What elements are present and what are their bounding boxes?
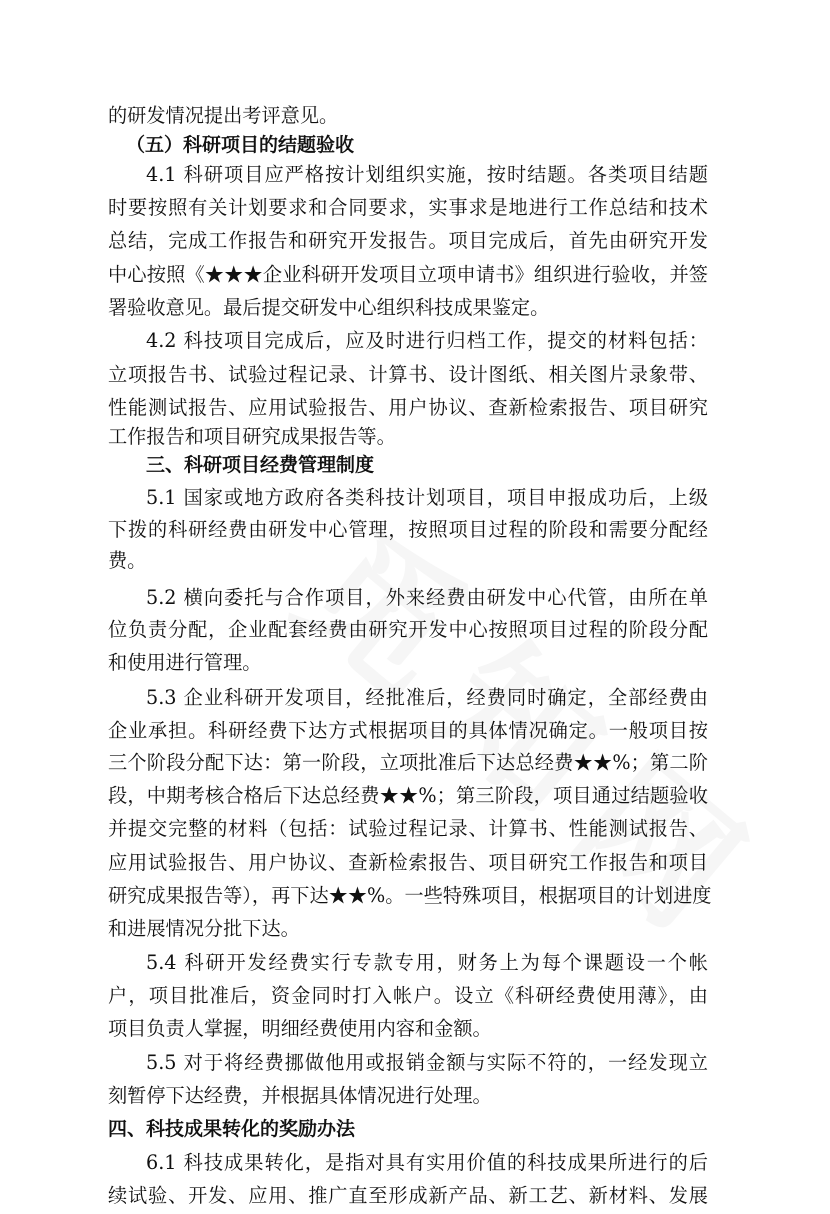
text-line: 续试验、开发、应用、推广直至形成新产品、新工艺、新材料、发展 — [108, 1184, 708, 1207]
text-line: 和进展情况分批下达。 — [108, 917, 300, 940]
text-line: 5.2 横向委托与合作项目，外来经费由研发中心代管，由所在单 — [146, 586, 708, 609]
text-line: 5.1 国家或地方政府各类科技计划项目，项目申报成功后，上级 — [146, 486, 708, 509]
text-line: 性能测试报告、应用试验报告、用户协议、查新检索报告、项目研究 — [108, 396, 708, 419]
text-line: 5.5 对于将经费挪做他用或报销金额与实际不符的，一经发现立 — [146, 1051, 708, 1074]
text-line: 署验收意见。最后提交研发中心组织科技成果鉴定。 — [108, 296, 550, 319]
text-line: 并提交完整的材料（包括：试验过程记录、计算书、性能测试报告、 — [108, 817, 708, 840]
text-line: 费。 — [108, 549, 147, 572]
text-line: 户，项目批准后，资金同时打入帐户。设立《科研经费使用薄》，由 — [108, 984, 708, 1007]
text-line: 4.1 科研项目应严格按计划组织实施，按时结题。各类项目结题 — [146, 163, 708, 186]
text-line: 5.3 企业科研开发项目，经批准后，经费同时确定，全部经费由 — [146, 686, 708, 709]
text-line: 工作报告和项目研究成果报告等。 — [108, 425, 396, 448]
text-line: 立项报告书、试验过程记录、计算书、设计图纸、相关图片录象带、 — [108, 363, 708, 386]
section-heading-3: 三、科研项目经费管理制度 — [146, 454, 375, 476]
text-line: 刻暂停下达经费，并根据具体情况进行处理。 — [108, 1084, 492, 1107]
text-line: 总结，完成工作报告和研究开发报告。项目完成后，首先由研究开发 — [108, 229, 708, 252]
section-heading-5: （五）科研项目的结题验收 — [126, 134, 355, 156]
text-line: 6.1 科技成果转化，是指对具有实用价值的科技成果所进行的后 — [146, 1151, 708, 1174]
text-line: 三个阶段分配下达：第一阶段，立项批准后下达总经费★★%；第二阶 — [108, 751, 708, 774]
text-line: 中心按照《★★★企业科研开发项目立项申请书》组织进行验收，并签 — [108, 263, 708, 286]
text-line: 位负责分配，企业配套经费由研究开发中心按照项目过程的阶段分配 — [108, 618, 708, 641]
text-line: 项目负责人掌握，明细经费使用内容和金额。 — [108, 1017, 492, 1040]
text-line: 下拨的科研经费由研发中心管理，按照项目过程的阶段和需要分配经 — [108, 518, 708, 541]
text-line: 时要按照有关计划要求和合同要求，实事求是地进行工作总结和技术 — [108, 196, 708, 219]
text-line: 应用试验报告、用户协议、查新检索报告、项目研究工作报告和项目 — [108, 851, 708, 874]
section-heading-4: 四、科技成果转化的奖励办法 — [108, 1118, 356, 1140]
text-line: 段，中期考核合格后下达总经费★★%；第三阶段，项目通过结题验收 — [108, 784, 708, 807]
text-line: 企业承担。科研经费下达方式根据项目的具体情况确定。一般项目按 — [108, 719, 708, 742]
text-line: 的研发情况提出考评意见。 — [108, 104, 339, 127]
text-line: 和使用进行管理。 — [108, 651, 262, 674]
text-line: 4.2 科技项目完成后，应及时进行归档工作，提交的材料包括： — [146, 329, 708, 352]
text-line: 研究成果报告等），再下达★★%。一些特殊项目，根据项目的计划进度 — [108, 884, 712, 907]
text-line: 5.4 科研开发经费实行专款专用，财务上为每个课题设一个帐 — [146, 951, 708, 974]
